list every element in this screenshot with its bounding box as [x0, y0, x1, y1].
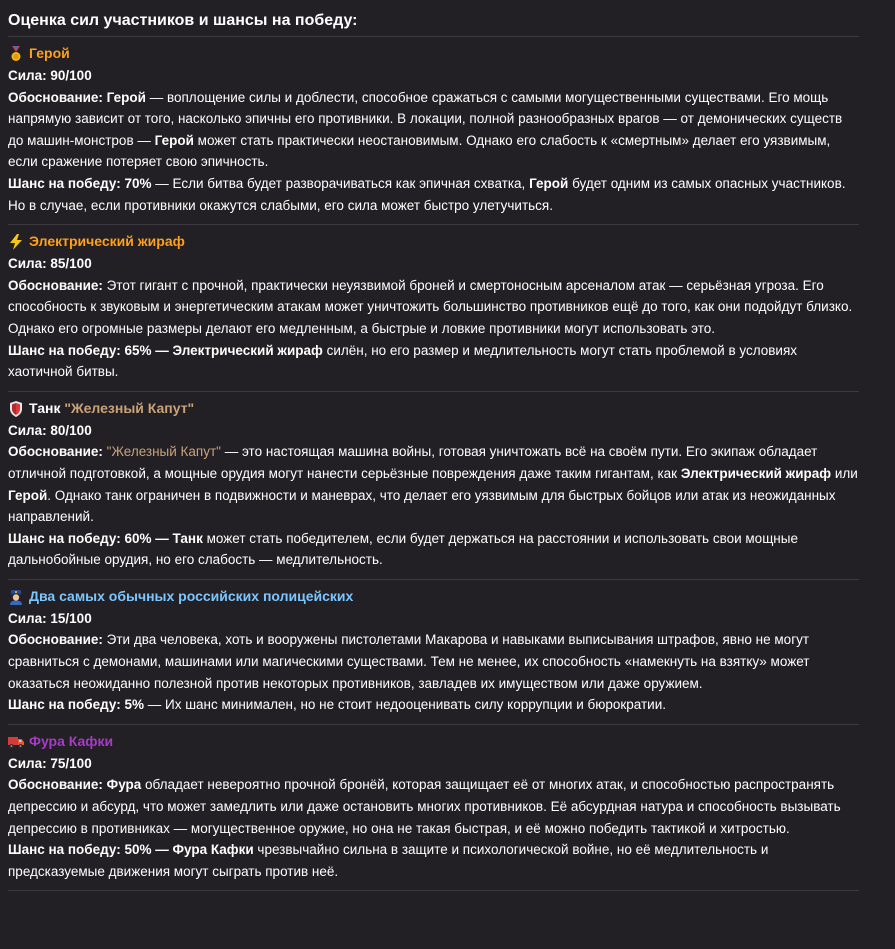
reason-text — [8, 90, 842, 170]
participant-heading — [8, 398, 859, 420]
reason-line — [8, 629, 859, 694]
bold-text: 5% — [124, 697, 144, 713]
participant-giraffe — [8, 225, 859, 391]
bold-text: Герой — [106, 89, 146, 105]
reason-label: Обоснование: — [8, 277, 103, 293]
chance-label: Шанс на победу: — [8, 342, 121, 358]
participant-heading — [8, 586, 859, 608]
participant-name: "Железный Капут" — [64, 399, 195, 416]
chance-label: Шанс на победу: — [8, 530, 121, 546]
chance-label: Шанс на победу: — [8, 697, 121, 713]
police-officer-icon — [8, 589, 24, 605]
participant-name: Два самых обычных российских полицейских — [29, 588, 354, 605]
reason-line — [8, 774, 859, 839]
power-label: Сила: — [8, 610, 47, 626]
shield-icon — [8, 401, 24, 417]
bold-text: Герой — [8, 487, 48, 503]
chance-line — [8, 173, 859, 216]
reason-label: Обоснование: — [8, 444, 103, 460]
participant-heading — [8, 43, 859, 65]
participant-kafka-truck — [8, 725, 859, 891]
text-segment: Этот гигант с прочной, практически неуязвимой броней и смертоносным арсеналом атак — серьёзная угроза. Его способность к звуковым и энергетическим атакам может уничтожить большинство противников ещё до того, как они подойдут близко. Однако его огромные размеры делают его медленным, а быстрые и ловкие противники могут использовать это. — [8, 277, 853, 336]
power-value: 85/100 — [50, 256, 92, 272]
chance-line — [8, 340, 859, 383]
bold-text: 70% — [124, 175, 152, 191]
text-segment: может стать практически неостановимым. Однако его слабость к «смертным» делает его уязвимым, если сражение потеряет свою эпичность. — [8, 132, 831, 170]
chance-line — [8, 839, 859, 882]
chance-text — [124, 697, 666, 712]
power-line — [8, 420, 859, 442]
text-segment: силён, но его размер и медлительность могут стать проблемой в условиях хаотичной битвы. — [8, 342, 798, 380]
text-segment: — это настоящая машина войны, готовая уничтожать всё на своём пути. Его экипаж обладает отличной подготовкой, а мощные орудия могут нанести серьёзные повреждения даже таким гигантам, как — [8, 444, 818, 481]
chance-text — [8, 842, 768, 879]
reason-text — [8, 632, 809, 690]
text-segment: . Однако танк ограничен в подвижности и маневрах, что делает его уязвимым для быстрых бойцов или атак из неожиданных направлений. — [8, 487, 836, 525]
reason-text — [8, 278, 852, 336]
medal-icon — [8, 46, 24, 62]
chance-line — [8, 528, 859, 571]
participant-name: Фура Кафки — [29, 733, 114, 750]
participant-name: Герой — [29, 45, 70, 62]
reason-label: Обоснование: — [8, 89, 103, 105]
chance-text — [8, 176, 846, 213]
chance-text — [8, 343, 797, 380]
chance-label: Шанс на победу: — [8, 842, 121, 858]
text-segment: — воплощение силы и доблести, способное сражаться с самыми могущественными существами. Его мощь напрямую зависит от того, насколько эпичны его противники. В локации, полной разнообразных врагов — от демонических существ до машин-монстров — — [8, 89, 843, 148]
power-line — [8, 253, 859, 275]
reason-text — [8, 444, 858, 524]
participant-police — [8, 580, 859, 724]
participant-heading — [8, 731, 859, 753]
reason-line — [8, 275, 859, 340]
divider — [8, 890, 859, 891]
bold-text: 65% — Электрический жираф — [124, 342, 323, 358]
reason-line — [8, 87, 859, 173]
text-segment: Эти два человека, хоть и вооружены пистолетами Макарова и навыками выписывания штрафов, явно не могут сравниться с демонами, машинами или магическими существами. Тем не менее, их способность «намекнуть на взятку» может оказаться неожиданно полезной против некоторых противников, завладев их имуществом или даже оружием. — [8, 632, 810, 691]
participant-name: Электрический жираф — [29, 233, 185, 250]
truck-icon — [8, 734, 24, 750]
participant-heading — [8, 231, 859, 253]
power-label: Сила: — [8, 256, 47, 272]
text-segment: — Их шанс минимален, но не стоит недооценивать силу коррупции и бюрократии. — [144, 697, 667, 713]
power-line — [8, 608, 859, 630]
lightning-icon — [8, 234, 24, 250]
power-value: 80/100 — [50, 422, 92, 438]
text-segment: чрезвычайно сильна в защите и психологической войне, но её медлительность и предсказуемые движения могут сыграть против неё. — [8, 842, 769, 879]
bold-text: Фура — [106, 777, 142, 793]
participant-hero — [8, 37, 859, 224]
power-label: Сила: — [8, 68, 47, 83]
text-segment: — Если битва будет разворачиваться как эпичная схватка, — [151, 175, 530, 191]
text-segment: может стать победителем, если будет держаться на расстоянии и использовать свои мощные дальнобойные орудия, но его слабость — медлительность. — [8, 530, 798, 568]
page-title: Оценка сил участников и шансы на победу: — [8, 12, 358, 29]
chance-line — [8, 694, 859, 716]
reason-label: Обоснование: — [8, 632, 103, 648]
chance-label: Шанс на победу: — [8, 175, 121, 191]
text-segment: или — [831, 465, 858, 481]
participant-tank — [8, 392, 859, 579]
power-line — [8, 753, 859, 775]
text-segment: будет одним из самых опасных участников. Но в случае, если противники окажутся слабыми, его сила может быстро улетучиться. — [8, 175, 846, 213]
participant-name-prefix: Танк — [29, 399, 65, 416]
highlight-text: "Железный Капут" — [106, 444, 221, 460]
text-segment: обладает невероятно прочной бронёй, которая защищает её от многих атак, и способностью распространять депрессию и абсурд, что может замедлить или даже остановить многих противников. Её абсурдная натура и способность вызывать депрессию в противниках — могущественное оружие, но она не такая быстрая, и её можно победить тактикой и хитростью. — [8, 777, 841, 836]
power-label: Сила: — [8, 422, 47, 438]
chance-text — [8, 531, 798, 568]
reason-label: Обоснование: — [8, 777, 103, 793]
bold-text: 60% — Танк — [124, 530, 203, 546]
power-value: 15/100 — [50, 610, 92, 626]
bold-text: Герой — [154, 132, 194, 148]
power-value: 90/100 — [50, 68, 92, 83]
power-line — [8, 65, 859, 87]
bold-text: Герой — [529, 175, 569, 191]
bold-text: Электрический жираф — [680, 465, 832, 481]
reason-text — [8, 777, 841, 835]
power-label: Сила: — [8, 755, 47, 771]
power-value: 75/100 — [50, 755, 92, 771]
bold-text: 50% — Фура Кафки — [124, 842, 254, 858]
reason-line — [8, 441, 859, 527]
